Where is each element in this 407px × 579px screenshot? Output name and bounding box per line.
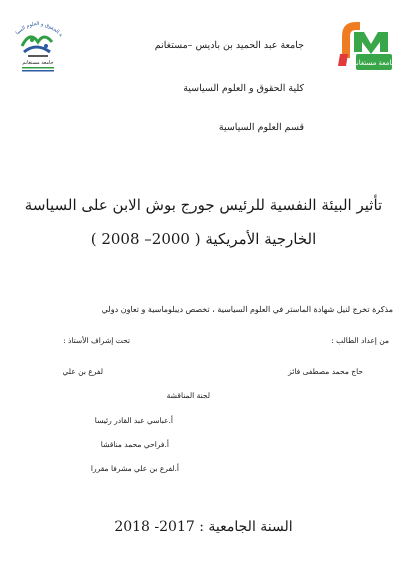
committee-member: أ.عباسي عبد القادر رئيسا bbox=[94, 416, 173, 425]
thesis-title-line-2: الخارجية الأمريكية ( 2000– 2008 ) bbox=[90, 230, 317, 248]
faculty-name: كلية الحقوق و العلوم السياسية bbox=[183, 83, 304, 94]
faculty-logo-icon bbox=[8, 12, 68, 74]
supervisor-name: لفرع بن علي bbox=[62, 367, 103, 376]
university-logo-icon bbox=[334, 18, 396, 74]
faculty-logo bbox=[8, 12, 68, 74]
committee-member: أ.لفرع بن علي مشرفا مقررا bbox=[90, 464, 179, 473]
university-name: جامعة عبد الحميد بن باديس –مستغانم bbox=[154, 40, 304, 51]
faculty-logo-arc-text: ة الحقوق و العلوم السيا bbox=[14, 20, 64, 39]
student-name: حاج محمد مصطفى فائز bbox=[288, 367, 363, 376]
faculty-logo-bottom-text: جامعة مستغانم bbox=[22, 60, 54, 66]
prepared-by-label: من إعداد الطالب : bbox=[331, 336, 389, 345]
thesis-statement: مذكرة تخرج لنيل شهادة الماستر في العلوم السياسية ، تخصص ديبلوماسية و تعاون دولي bbox=[101, 305, 393, 314]
academic-year: السنة الجامعية : 2017- 2018 bbox=[114, 519, 293, 535]
committee-label: لجنة المناقشة bbox=[166, 391, 210, 400]
thesis-title-line-1: تأثير البيئة النفسية للرئيس جورج بوش الابن على السياسة bbox=[24, 196, 383, 214]
university-logo-text: جامعة مستغانم bbox=[352, 59, 396, 67]
supervisor-label: تحت إشراف الأستاذ : bbox=[63, 336, 130, 345]
svg-text:كلية الحقوق و العلوم السياسية bbox=[8, 12, 64, 38]
department-name: قسم العلوم السياسية bbox=[218, 122, 304, 133]
university-logo bbox=[334, 18, 396, 74]
committee-member: أ.فراحي محمد مناقشا bbox=[100, 440, 169, 449]
